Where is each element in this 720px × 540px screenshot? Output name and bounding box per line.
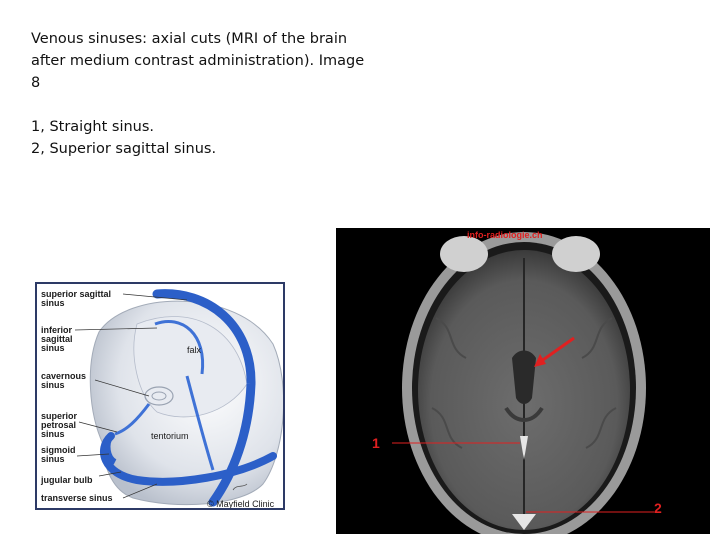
caption-item-superior-sagittal-sinus: 2, Superior sagittal sinus. — [31, 141, 217, 157]
marker-2-superior-sagittal-sinus: 2 — [654, 500, 662, 516]
caption-item-straight-sinus: 1, Straight sinus. — [31, 119, 155, 135]
mri-brain-illustration — [336, 228, 710, 534]
label-falx: falx — [187, 345, 202, 355]
marker-1-straight-sinus: 1 — [372, 435, 380, 451]
label-superior-sagittal-sinus: superior sagittal sinus — [41, 289, 112, 308]
copyright-mayfield-clinic: © Mayfield Clinic — [207, 499, 275, 509]
venous-sinus-diagram — [35, 282, 285, 510]
caption-line: 8 — [31, 75, 41, 91]
label-cavernous-sinus: cavernous sinus — [41, 371, 87, 390]
caption-line: after medium contrast administration). Image — [31, 53, 365, 69]
label-transverse-sinus: transverse sinus — [41, 493, 113, 503]
label-inferior-sagittal-sinus: inferior sagittal sinus — [41, 325, 73, 353]
watermark: info-radiologie.ch — [467, 230, 543, 240]
label-superior-petrosal-sinus: superior petrosal sinus — [41, 411, 78, 439]
mri-axial-image — [336, 228, 710, 534]
label-tentorium: tentorium — [151, 431, 189, 441]
label-jugular-bulb: jugular bulb — [41, 475, 93, 485]
caption-line: Venous sinuses: axial cuts (MRI of the brain — [31, 31, 348, 47]
label-sigmoid-sinus: sigmoid sinus — [41, 445, 76, 464]
slide-caption — [31, 28, 381, 160]
